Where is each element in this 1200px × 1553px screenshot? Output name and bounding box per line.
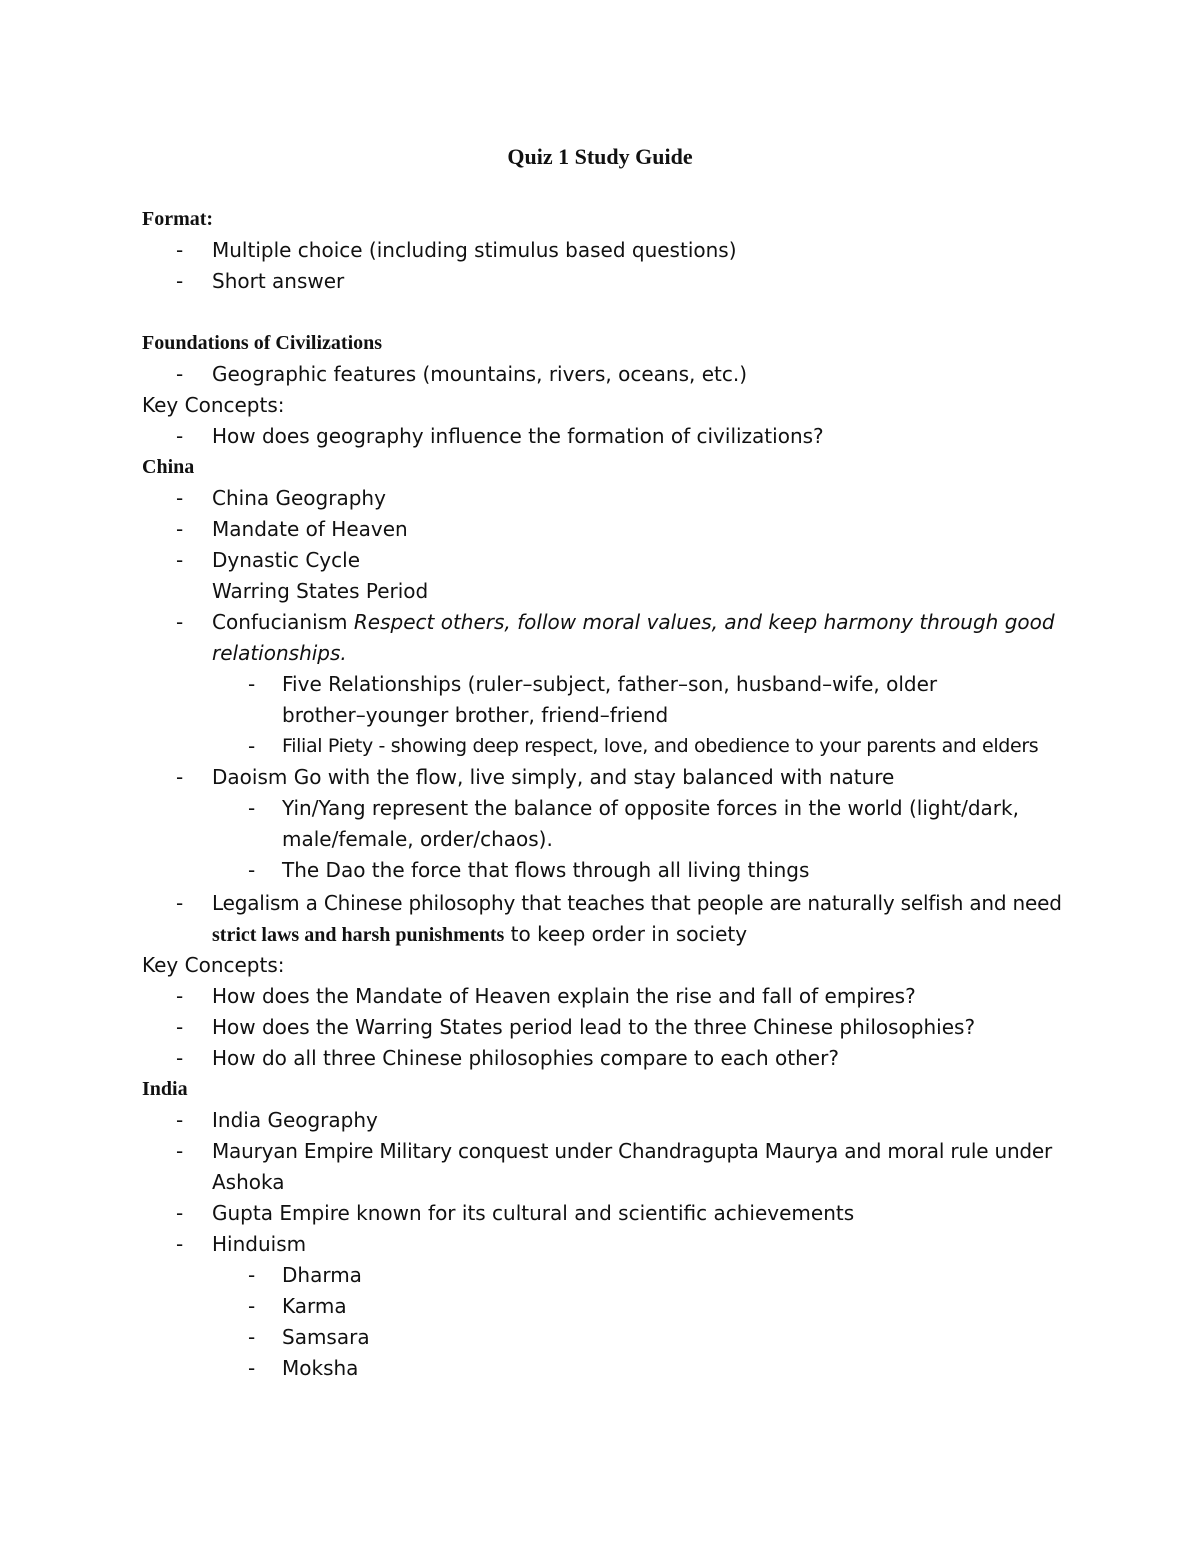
- bullet-dash: -: [176, 1108, 184, 1132]
- list-item: Multiple choice (including stimulus based questions): [212, 238, 737, 262]
- list-item: How does the Mandate of Heaven explain the rise and fall of empires?: [212, 984, 916, 1008]
- list-item: How do all three Chinese philosophies compare to each other?: [212, 1046, 839, 1070]
- bullet-dash: -: [176, 765, 184, 789]
- confucianism-name: Confucianism: [212, 610, 348, 634]
- format-heading: Format:: [142, 208, 214, 230]
- sub-list-item: Five Relationships (ruler–subject, father–son, husband–wife, older: [282, 672, 938, 696]
- bullet-dash: -: [176, 269, 184, 293]
- bullet-dash: -: [176, 362, 184, 386]
- bullet-dash: -: [176, 1139, 184, 1163]
- bullet-dash: -: [248, 1263, 256, 1287]
- legalism-rest: to keep order in society: [504, 922, 748, 946]
- confucianism-item: [212, 609, 1055, 635]
- bullet-dash: -: [176, 1232, 184, 1256]
- bullet-dash: -: [176, 238, 184, 262]
- bullet-dash: -: [248, 672, 256, 696]
- bullet-dash: -: [176, 424, 184, 448]
- sub-list-item: Dharma: [282, 1263, 362, 1287]
- bullet-dash: -: [248, 796, 256, 820]
- key-concepts-label: Key Concepts:: [142, 393, 285, 417]
- page-title: Quiz 1 Study Guide: [507, 144, 693, 169]
- foundations-heading: Foundations of Civilizations: [142, 332, 383, 354]
- bullet-dash: -: [248, 1325, 256, 1349]
- list-item: Hinduism: [212, 1232, 307, 1256]
- bullet-dash: -: [176, 1046, 184, 1070]
- legalism-emphasis: strict laws and harsh punishments: [212, 924, 505, 946]
- list-item-continuation: Ashoka: [212, 1170, 285, 1194]
- key-concepts-label: Key Concepts:: [142, 953, 285, 977]
- sub-list-item-continuation: male/female, order/chaos).: [282, 827, 553, 851]
- sub-list-item: Yin/Yang represent the balance of opposite forces in the world (light/dark,: [282, 796, 1019, 820]
- bullet-dash: -: [248, 1294, 256, 1318]
- list-item: Geographic features (mountains, rivers, oceans, etc.): [212, 362, 747, 386]
- list-item-continuation: Warring States Period: [212, 579, 429, 603]
- list-item: Gupta Empire known for its cultural and scientific achievements: [212, 1201, 855, 1225]
- daoism-item: Daoism Go with the flow, live simply, and stay balanced with nature: [212, 765, 895, 789]
- bullet-dash: -: [176, 486, 184, 510]
- confucianism-description: Respect others, follow moral values, and keep harmony through good: [353, 610, 1055, 634]
- bullet-dash: -: [176, 610, 184, 634]
- bullet-dash: -: [248, 734, 256, 758]
- list-item: Dynastic Cycle: [212, 548, 360, 572]
- list-item: How does geography influence the formation of civilizations?: [212, 424, 824, 448]
- bullet-dash: -: [176, 548, 184, 572]
- list-item: How does the Warring States period lead to the three Chinese philosophies?: [212, 1015, 976, 1039]
- legalism-item: Legalism a Chinese philosophy that teaches that people are naturally selfish and need: [212, 891, 1062, 915]
- china-heading: China: [142, 456, 195, 478]
- confucianism-description-cont: relationships.: [212, 641, 347, 665]
- list-item: India Geography: [212, 1108, 378, 1132]
- bullet-dash: -: [176, 517, 184, 541]
- sub-list-item: Moksha: [282, 1356, 359, 1380]
- bullet-dash: -: [176, 1201, 184, 1225]
- list-item: Mauryan Empire Military conquest under Chandragupta Maurya and moral rule under: [212, 1139, 1053, 1163]
- list-item: Short answer: [212, 269, 345, 293]
- sub-list-item: The Dao the force that flows through all living things: [282, 858, 810, 882]
- sub-list-item-continuation: brother–younger brother, friend–friend: [282, 703, 669, 727]
- bullet-dash: -: [248, 1356, 256, 1380]
- list-item: Mandate of Heaven: [212, 517, 408, 541]
- legalism-item-continuation: [212, 921, 747, 948]
- sub-list-item: Karma: [282, 1294, 347, 1318]
- bullet-dash: -: [176, 984, 184, 1008]
- bullet-dash: -: [248, 858, 256, 882]
- list-item: China Geography: [212, 486, 386, 510]
- sub-list-item: Filial Piety - showing deep respect, love, and obedience to your parents and elders: [282, 735, 1039, 757]
- india-heading: India: [142, 1078, 188, 1100]
- sub-list-item: Samsara: [282, 1325, 370, 1349]
- bullet-dash: -: [176, 1015, 184, 1039]
- bullet-dash: -: [176, 891, 184, 915]
